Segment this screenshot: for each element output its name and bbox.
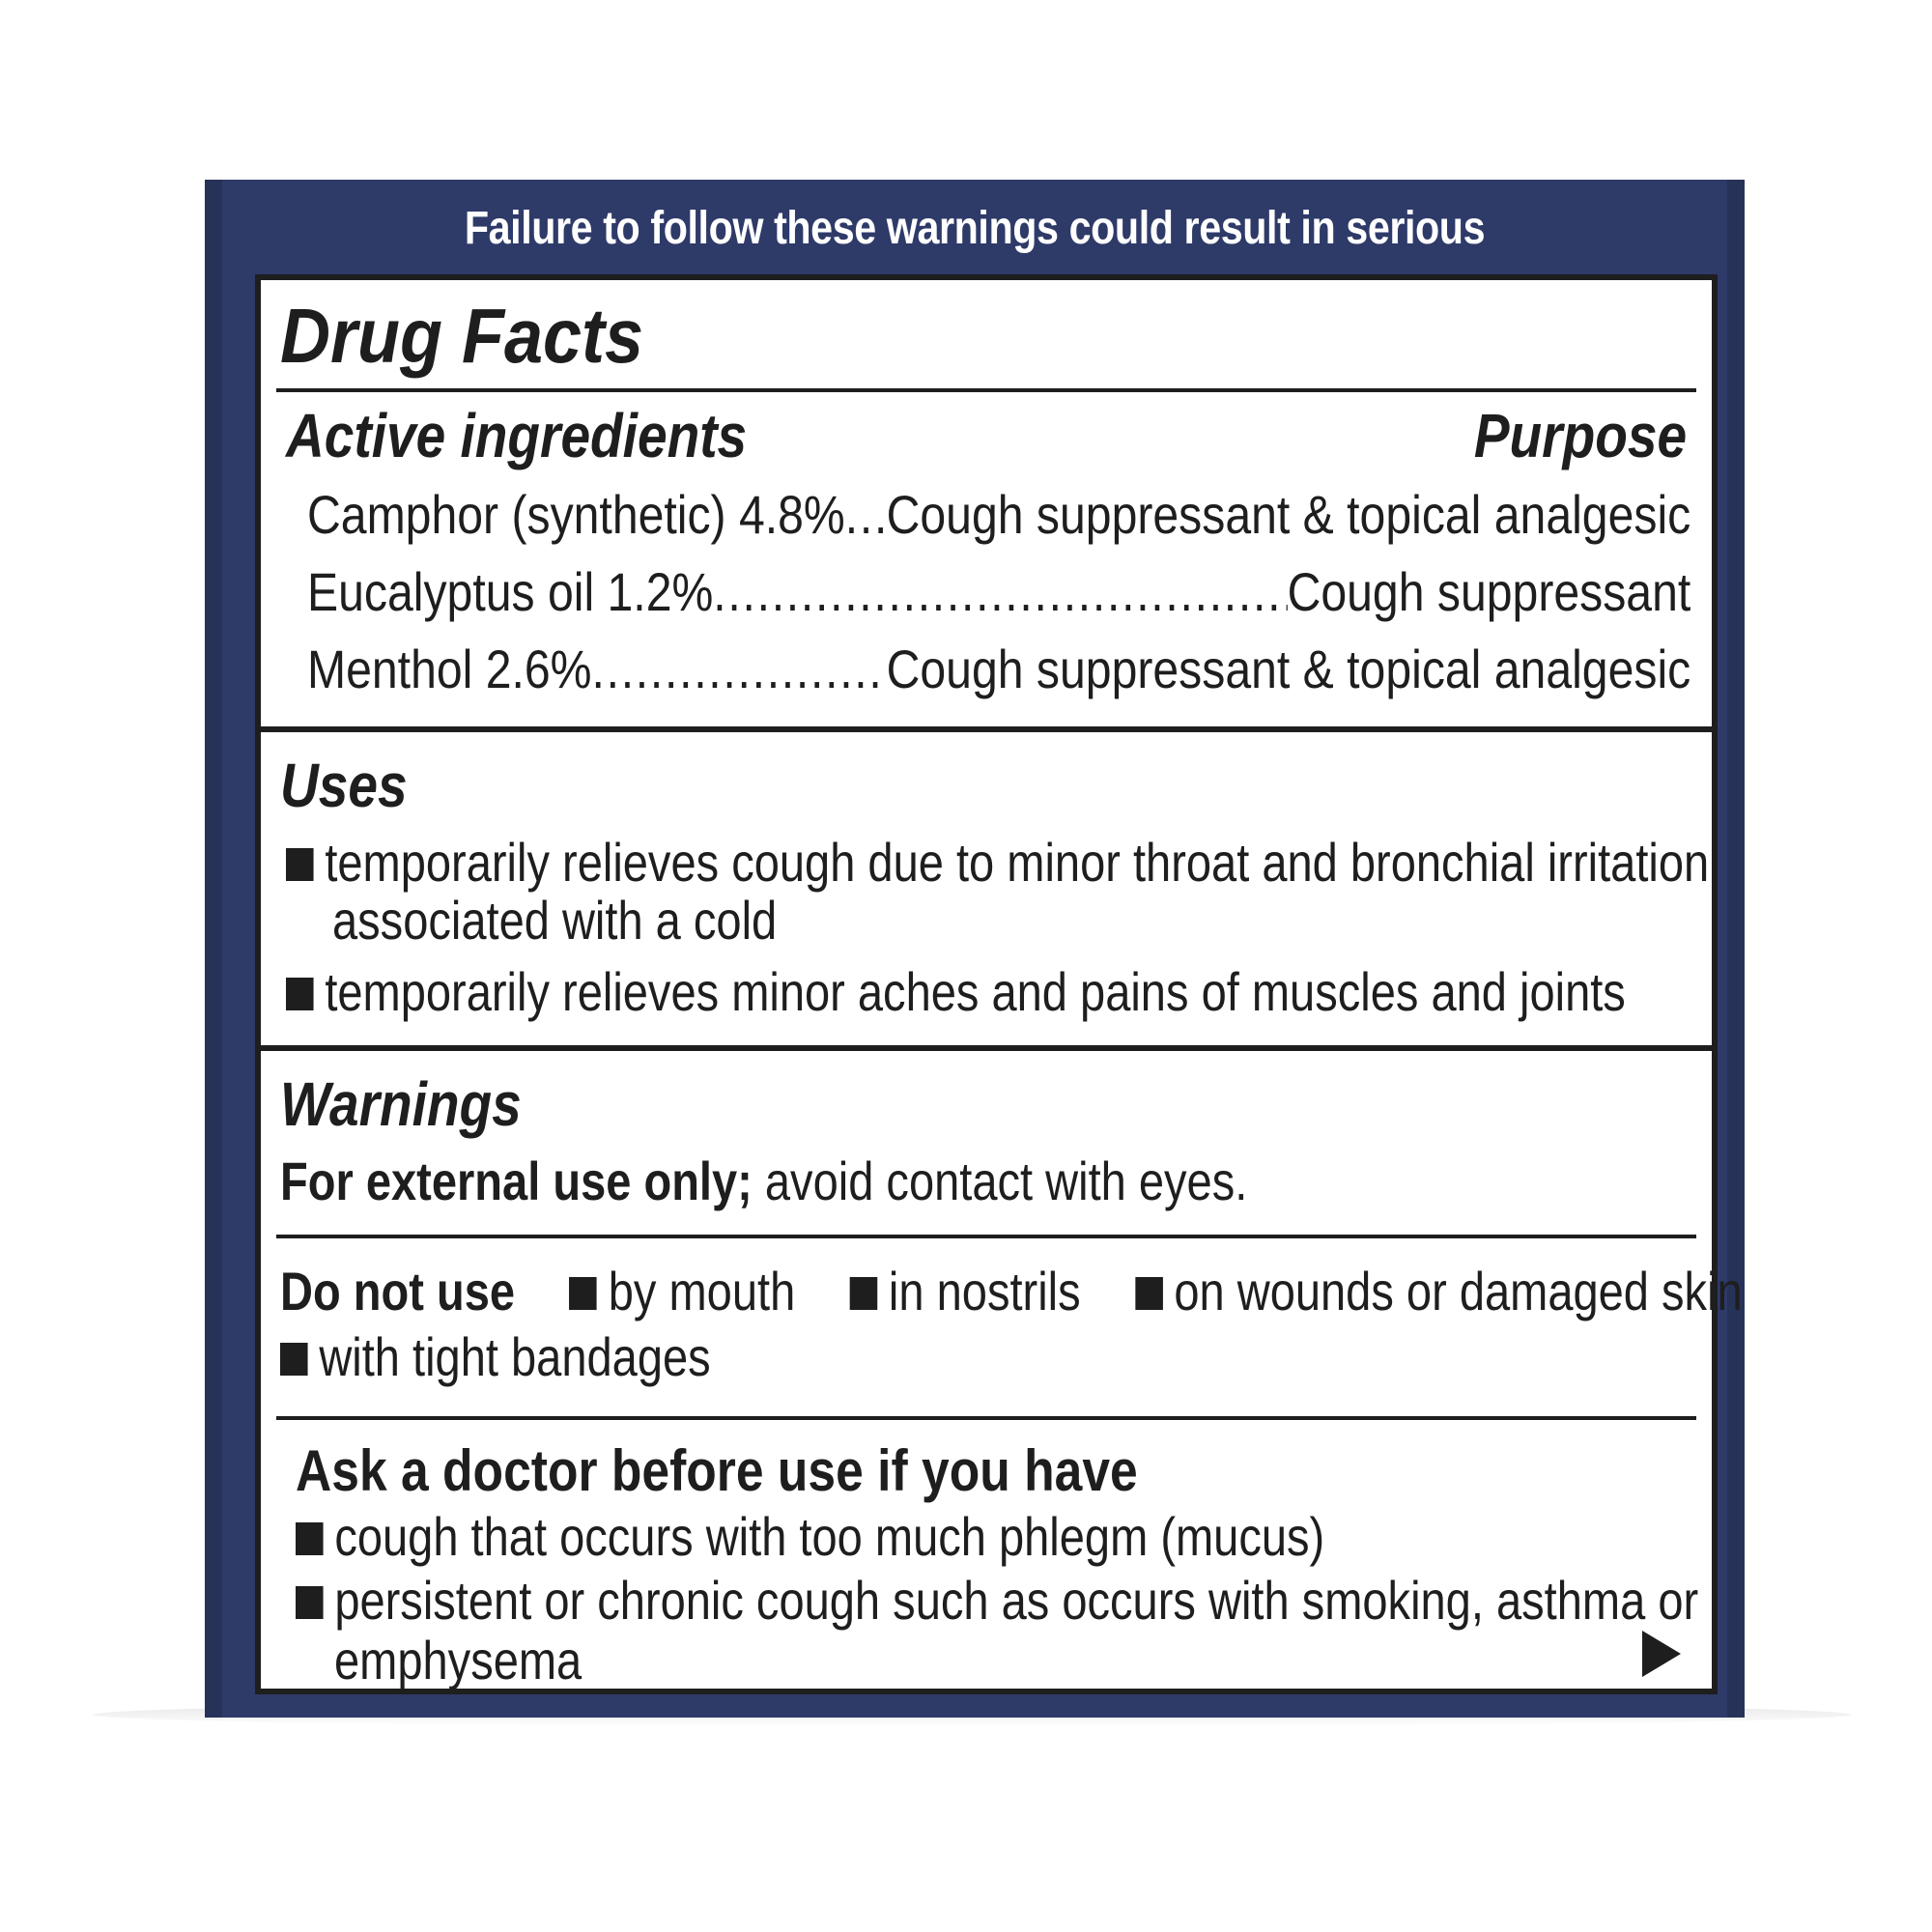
ingredient-row bbox=[307, 638, 1690, 705]
play-arrow-icon bbox=[1642, 1631, 1681, 1677]
uses-item: temporarily relieves cough due to minor throat and bronchial irritation bbox=[286, 831, 1709, 894]
square-bullet-icon bbox=[569, 1277, 597, 1310]
do-not-use-line bbox=[280, 1325, 711, 1388]
title-divider bbox=[276, 388, 1696, 392]
ingredient-row bbox=[307, 560, 1690, 628]
warnings-divider bbox=[276, 1235, 1696, 1238]
ingredient-purpose: Cough suppressant & topical analgesic bbox=[886, 484, 1690, 545]
purpose-heading: Purpose bbox=[1473, 401, 1687, 470]
ingredient-purpose: Cough suppressant & topical analgesic bbox=[886, 639, 1690, 699]
uses-section bbox=[261, 732, 1712, 1047]
do-not-use-line bbox=[280, 1260, 1743, 1322]
warnings-divider bbox=[276, 1416, 1696, 1420]
uses-heading: Uses bbox=[280, 751, 408, 820]
drug-facts-panel bbox=[255, 274, 1743, 1694]
leader-dots bbox=[591, 638, 886, 700]
square-bullet-icon bbox=[850, 1277, 878, 1310]
active-ingredients-heading: Active ingredients bbox=[286, 401, 748, 470]
external-use-label: For external use only; bbox=[280, 1151, 753, 1211]
ingredient-name: Menthol 2.6% bbox=[307, 639, 592, 699]
ingredient-name: Camphor (synthetic) 4.8% bbox=[307, 484, 845, 545]
square-bullet-icon bbox=[1135, 1277, 1163, 1310]
warning-banner: Failure to follow these warnings could result in serious bbox=[464, 203, 1486, 254]
ask-doctor-item: persistent or chronic cough such as occurs with smoking, asthma or bbox=[296, 1569, 1698, 1632]
ingredient-row bbox=[307, 483, 1690, 551]
square-bullet-icon bbox=[286, 978, 314, 1010]
square-bullet-icon bbox=[296, 1586, 324, 1619]
external-use-line bbox=[280, 1150, 1247, 1212]
warnings-section bbox=[261, 1051, 1743, 1694]
uses-item-continued: associated with a cold bbox=[332, 890, 778, 951]
do-not-use-item: in nostrils bbox=[888, 1261, 1081, 1321]
do-not-use-item: by mouth bbox=[608, 1261, 796, 1321]
do-not-use-item: with tight bandages bbox=[319, 1326, 711, 1387]
square-bullet-icon bbox=[286, 848, 314, 881]
active-ingredients-section bbox=[261, 280, 1712, 734]
ask-doctor-item-continued: emphysema bbox=[334, 1630, 582, 1690]
ask-doctor-heading: Ask a doctor before use if you have bbox=[296, 1438, 1138, 1503]
ask-doctor-item: cough that occurs with too much phlegm (mucus) bbox=[296, 1505, 1324, 1568]
square-bullet-icon bbox=[296, 1522, 324, 1555]
warnings-heading: Warnings bbox=[280, 1069, 522, 1139]
package-panel bbox=[205, 180, 1745, 1718]
leader-dots bbox=[713, 560, 1287, 623]
leader-dots bbox=[845, 483, 887, 546]
square-bullet-icon bbox=[280, 1343, 308, 1376]
ingredient-purpose: Cough suppressant bbox=[1287, 561, 1690, 622]
drug-facts-title: Drug Facts bbox=[280, 293, 644, 379]
external-use-text: avoid contact with eyes. bbox=[752, 1151, 1248, 1211]
ingredient-name: Eucalyptus oil 1.2% bbox=[307, 561, 714, 622]
do-not-use-item: on wounds or damaged skin bbox=[1174, 1261, 1743, 1321]
uses-item: temporarily relieves minor aches and pains of muscles and joints bbox=[286, 960, 1626, 1023]
do-not-use-label: Do not use bbox=[280, 1261, 516, 1321]
